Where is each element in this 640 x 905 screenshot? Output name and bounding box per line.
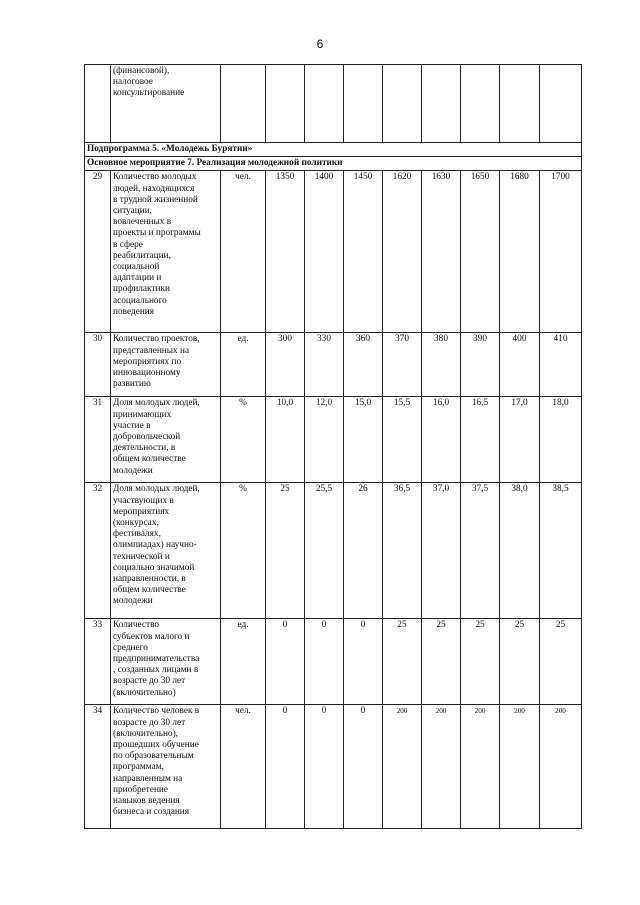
value-cell: 37,5 — [461, 483, 500, 619]
row-number: 30 — [85, 333, 111, 397]
value-cell: 330 — [305, 333, 344, 397]
table-row — [85, 619, 582, 705]
value-cell: 15,0 — [344, 397, 383, 483]
indicators-table — [84, 64, 582, 829]
value-cell — [540, 65, 582, 143]
subprogram-title: Подпрограмма 5. «Молодежь Бурятии» — [85, 143, 582, 157]
indicator-text: Количество человек в возрасте до 30 лет (включительно), прошедших обучение по образовательным программам, направленным на приобретение навыков ведения бизнеса и создания — [111, 705, 221, 829]
unit-cell: чел. — [221, 705, 266, 829]
value-cell: 25 — [422, 619, 461, 705]
main-activity-title: Основное мероприятие 7. Реализация молодежной политики — [85, 157, 582, 171]
row-number: 29 — [85, 171, 111, 333]
indicator-text: Доля молодых людей, участвующих в мероприятиях (конкурсах, фестивалях, олимпиадах) научно- технической и социально значимой направленности, в общем количестве молодежи — [111, 483, 221, 619]
value-cell: 25 — [540, 619, 582, 705]
value-cell: 370 — [383, 333, 422, 397]
value-cell: 25 — [266, 483, 305, 619]
value-cell: 0 — [344, 705, 383, 829]
value-cell: 200 — [540, 705, 582, 829]
value-cell: 18,0 — [540, 397, 582, 483]
unit-cell: чел. — [221, 171, 266, 333]
value-cell: 1700 — [540, 171, 582, 333]
value-cell: 0 — [305, 705, 344, 829]
value-cell: 37,0 — [422, 483, 461, 619]
indicator-rows — [85, 171, 582, 829]
value-cell: 25,5 — [305, 483, 344, 619]
value-cell: 0 — [266, 705, 305, 829]
value-cell: 1650 — [461, 171, 500, 333]
table-row — [85, 483, 582, 619]
indicator-text: Количество проектов, представленных на мероприятиях по инновационному развитию — [111, 333, 221, 397]
value-cell: 1450 — [344, 171, 383, 333]
row-number: 31 — [85, 397, 111, 483]
value-cell — [266, 65, 305, 143]
table-row — [85, 397, 582, 483]
value-cell: 390 — [461, 333, 500, 397]
value-cell: 300 — [266, 333, 305, 397]
value-cell: 0 — [344, 619, 383, 705]
value-cell: 200 — [383, 705, 422, 829]
row-number: 32 — [85, 483, 111, 619]
value-cell: 16,0 — [422, 397, 461, 483]
unit-cell: ед. — [221, 333, 266, 397]
value-cell — [461, 65, 500, 143]
row-number — [85, 65, 111, 143]
value-cell: 200 — [422, 705, 461, 829]
value-cell: 360 — [344, 333, 383, 397]
indicator-text: Количество субъектов малого и среднего предпринимательства , созданных лицами в возрасте до 30 лет (включительно) — [111, 619, 221, 705]
value-cell — [383, 65, 422, 143]
row-number: 34 — [85, 705, 111, 829]
unit-cell: % — [221, 397, 266, 483]
value-cell: 16,5 — [461, 397, 500, 483]
value-cell — [500, 65, 540, 143]
value-cell: 25 — [383, 619, 422, 705]
value-cell — [422, 65, 461, 143]
indicator-text: Количество молодых людей, находящихся в трудной жизненной ситуации, вовлеченных в проекты и программы в сфере реабилитации, социальной адаптации и профилактики асоциального поведения — [111, 171, 221, 333]
value-cell: 0 — [305, 619, 344, 705]
table-row — [85, 171, 582, 333]
value-cell: 17,0 — [500, 397, 540, 483]
value-cell: 1680 — [500, 171, 540, 333]
value-cell: 25 — [461, 619, 500, 705]
indicator-text: (финансовой), налоговое консультирование — [111, 65, 221, 143]
subprogram-row — [85, 143, 582, 157]
main-activity-row — [85, 157, 582, 171]
value-cell: 26 — [344, 483, 383, 619]
value-cell: 38,5 — [540, 483, 582, 619]
table-row — [85, 333, 582, 397]
value-cell: 200 — [500, 705, 540, 829]
value-cell: 36,5 — [383, 483, 422, 619]
value-cell: 12,0 — [305, 397, 344, 483]
indicator-text: Доля молодых людей, принимающих участие в добровольческой деятельности, в общем количестве молодежи — [111, 397, 221, 483]
value-cell: 0 — [266, 619, 305, 705]
value-cell — [305, 65, 344, 143]
unit-cell: % — [221, 483, 266, 619]
table-row — [85, 705, 582, 829]
unit-cell — [221, 65, 266, 143]
value-cell: 1400 — [305, 171, 344, 333]
value-cell: 1620 — [383, 171, 422, 333]
value-cell: 38,0 — [500, 483, 540, 619]
value-cell: 1350 — [266, 171, 305, 333]
value-cell: 200 — [461, 705, 500, 829]
value-cell: 25 — [500, 619, 540, 705]
value-cell: 410 — [540, 333, 582, 397]
value-cell: 380 — [422, 333, 461, 397]
value-cell: 400 — [500, 333, 540, 397]
value-cell: 15,5 — [383, 397, 422, 483]
table-row-continuation — [85, 65, 582, 143]
value-cell: 1630 — [422, 171, 461, 333]
page-number: 6 — [316, 37, 324, 51]
row-number: 33 — [85, 619, 111, 705]
value-cell — [344, 65, 383, 143]
value-cell: 10,0 — [266, 397, 305, 483]
unit-cell: ед. — [221, 619, 266, 705]
